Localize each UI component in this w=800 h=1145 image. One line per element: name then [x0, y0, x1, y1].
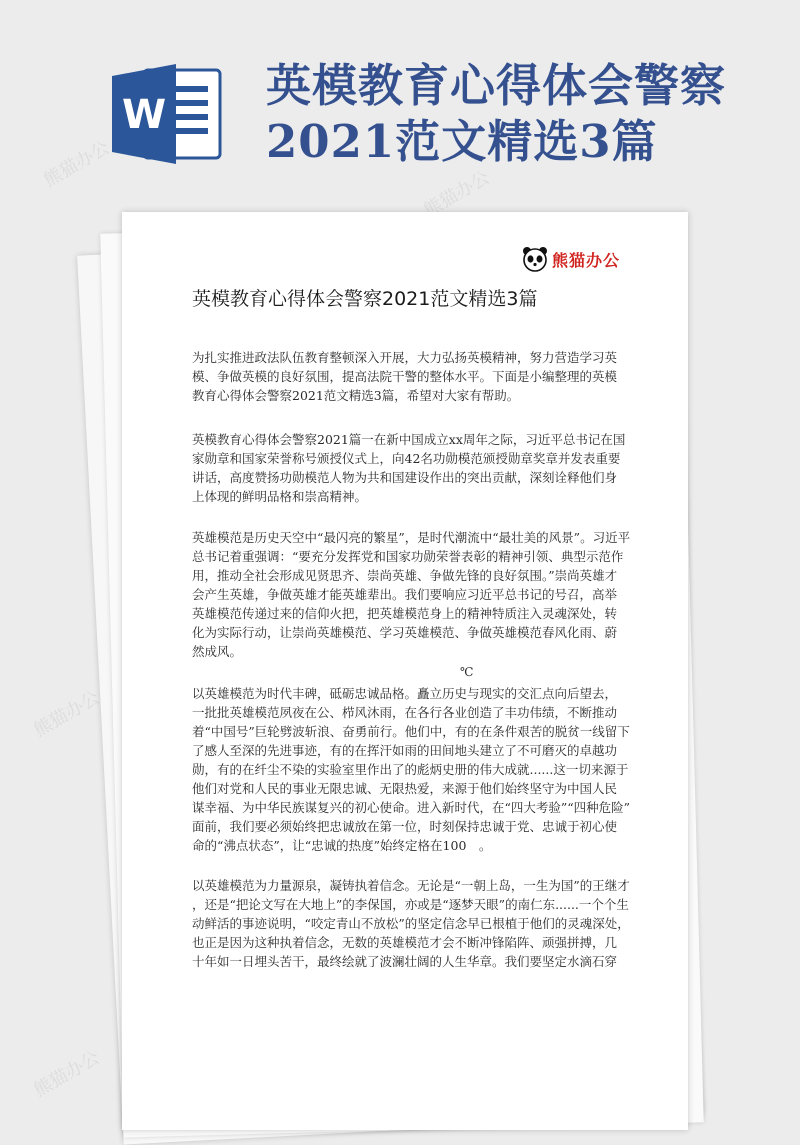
text-line: ，还是“把论文写在大地上”的李保国，亦或是“逐梦天眼”的南仁东......一个个生: [192, 897, 629, 912]
text-line: 着“中国号”巨轮劈波斩浪、奋勇前行。他们中，有的在条件艰苦的脱贫一线留下: [192, 724, 630, 739]
text-line: 为扎实推进政法队伍教育整顿深入开展，大力弘扬英模精神，努力营造学习英: [192, 350, 618, 365]
text-line: 上体现的鲜明品格和崇高精神。: [192, 489, 368, 504]
text-line: 化为实际行动，让崇尚英雄模范、学习英雄模范、争做英雄模范春风化雨、蔚: [192, 625, 618, 640]
celsius-symbol: ℃: [460, 665, 474, 679]
text-line: 面前，我们要必须始终把忠诚放在第一位，时刻保持忠诚于党、忠诚于初心使: [192, 819, 618, 834]
cover-title-line2: 2021范文精选3篇: [266, 115, 658, 168]
paragraph-2: [192, 528, 632, 661]
panda-icon: [522, 246, 548, 272]
text-line: 教育心得体会警察2021范文精选3篇，希望对大家有帮助。: [192, 388, 520, 403]
paragraph-4: [192, 876, 632, 971]
document-page: [122, 212, 688, 1130]
text-line: 讲话，高度赞扬功勋模范人物为共和国建设作出的突出贡献，深刻诠释他们身: [192, 470, 618, 485]
paragraph-intro: [192, 348, 632, 405]
text-line: 命的“沸点状态”，让“忠诚的热度”始终定格在100 。: [192, 838, 492, 853]
paragraph-3: [192, 684, 632, 855]
text-line: 总书记着重强调：“要充分发挥党和国家功勋荣誉表彰的精神引领、典型示范作: [192, 549, 624, 564]
cover-title-line1: 英模教育心得体会警察: [266, 59, 727, 112]
text-line: 英模教育心得体会警察2021篇一在新中国成立xx周年之际，习近平总书记在国: [192, 432, 626, 447]
text-line: 了感人至深的先进事迹，有的在挥汗如雨的田间地头建立了不可磨灭的卓越功: [192, 743, 618, 758]
brand-name: 熊猫办公: [552, 250, 621, 270]
text-line: 模、争做英模的良好氛围，提高法院干警的整体水平。下面是小编整理的英模: [192, 369, 618, 384]
watermark-text: 熊猫办公: [30, 1047, 104, 1102]
text-line: 英雄模范传递过来的信仰火把，把英雄模范身上的精神特质注入灵魂深处，转: [192, 606, 618, 621]
brand-logo: [522, 246, 620, 272]
text-line: 十年如一日埋头苦干，最终绘就了波澜壮阔的人生华章。我们要坚定水滴石穿: [192, 954, 618, 969]
text-line: 用，推动全社会形成见贤思齐、崇尚英雄、争做先锋的良好氛围。”崇尚英雄才: [192, 568, 618, 583]
text-line: 动鲜活的事迹说明，“咬定青山不放松”的坚定信念早已根植于他们的灵魂深处，: [192, 916, 630, 931]
document-title: 英模教育心得体会警察2021范文精选3篇: [192, 288, 538, 310]
text-line: 谋幸福、为中华民族谋复兴的初心使命。进入新时代，在“四大考验”“四种危险”: [192, 800, 631, 815]
text-line: 他们对党和人民的事业无限忠诚、无限热爱，来源于他们始终坚守为中国人民: [192, 781, 618, 796]
text-line: 家勋章和国家荣誉称号颁授仪式上，向42名功勋模范颁授勋章奖章并发表重要: [192, 451, 621, 466]
watermark-text: 熊猫办公: [30, 687, 104, 742]
text-line: 然成风。: [192, 644, 243, 659]
text-line: 以英雄模范为力量源泉，凝铸执着信念。无论是“一朝上岛，一生为国”的王继才: [192, 878, 630, 893]
text-line: 英雄模范是历史天空中“最闪亮的繁星”，是时代潮流中“最壮美的风景”。习近平: [192, 530, 631, 545]
text-line: 也正是因为这种执着信念，无数的英雄模范才会不断冲锋陷阵、顽强拼搏，几: [192, 935, 618, 950]
word-document-icon: [110, 62, 226, 166]
watermark-text: 熊猫办公: [40, 137, 114, 192]
cover-title: [266, 58, 786, 170]
text-line: 勋，有的在纤尘不染的实验室里作出了的彪炳史册的伟大成就......这一切来源于: [192, 762, 629, 777]
watermark-text: 熊猫办公: [420, 167, 494, 222]
text-line: 会产生英雄，争做英雄才能英雄辈出。我们要响应习近平总书记的号召，高举: [192, 587, 618, 602]
svg-text:W: W: [121, 92, 167, 138]
text-line: 一批批英雄模范夙夜在公、栉风沐雨，在各行各业创造了丰功伟绩，不断推动: [192, 705, 618, 720]
text-line: 以英雄模范为时代丰碑，砥砺忠诚品格。矗立历史与现实的交汇点向后望去，: [192, 686, 618, 701]
paragraph-1: [192, 430, 632, 506]
